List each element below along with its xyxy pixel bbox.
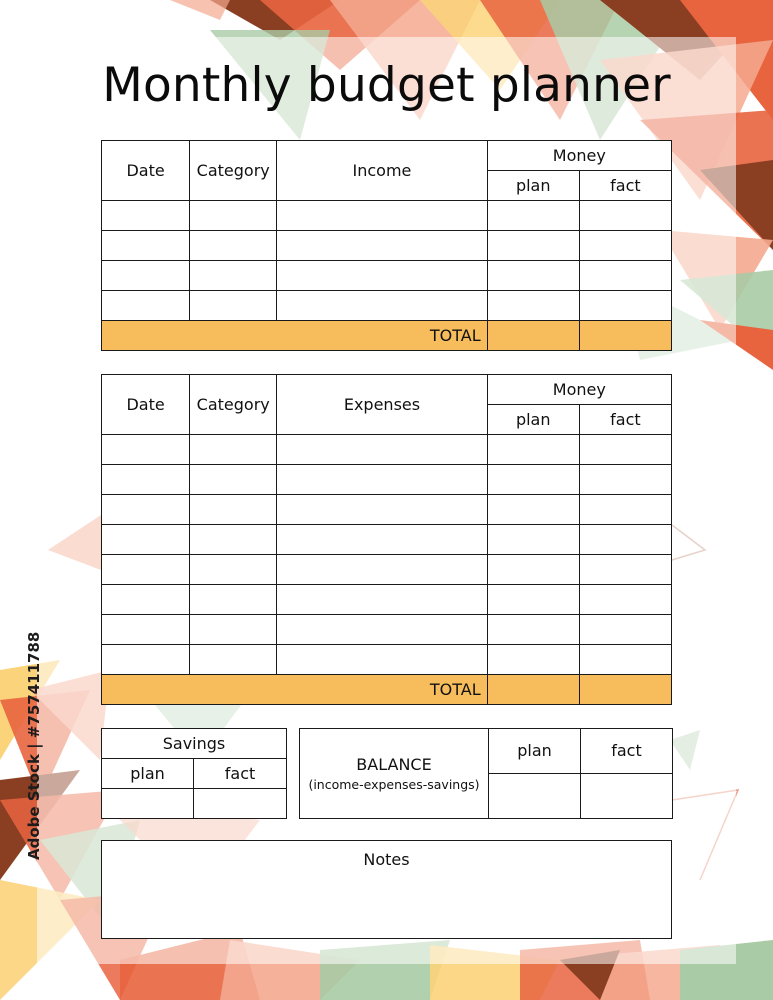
income-cell[interactable]	[277, 201, 487, 231]
expenses-total-label: TOTAL	[102, 675, 488, 705]
income-date-header: Date	[102, 141, 190, 201]
balance-subtitle: (income-expenses-savings)	[308, 777, 480, 792]
income-cell[interactable]	[277, 231, 487, 261]
expenses-cell[interactable]	[487, 465, 579, 495]
expenses-cell[interactable]	[277, 615, 487, 645]
expenses-cell[interactable]	[277, 585, 487, 615]
expenses-cell[interactable]	[487, 525, 579, 555]
income-cell[interactable]	[102, 291, 190, 321]
income-cell[interactable]	[579, 231, 671, 261]
expenses-row	[102, 525, 672, 555]
expenses-row	[102, 495, 672, 525]
savings-fact-header: fact	[194, 759, 287, 789]
expenses-cell[interactable]	[277, 465, 487, 495]
expenses-cell[interactable]	[190, 615, 277, 645]
expenses-total-fact-cell[interactable]	[579, 675, 671, 705]
balance-box	[299, 728, 673, 819]
expenses-total-row	[102, 675, 672, 705]
expenses-cell[interactable]	[579, 615, 671, 645]
balance-fact-cell[interactable]	[581, 774, 673, 819]
expenses-item-header: Expenses	[277, 375, 487, 435]
income-plan-header: plan	[487, 171, 579, 201]
expenses-cell[interactable]	[190, 585, 277, 615]
income-cell[interactable]	[102, 201, 190, 231]
expenses-cell[interactable]	[102, 465, 190, 495]
balance-label-cell	[300, 729, 489, 819]
savings-fact-cell[interactable]	[194, 789, 287, 819]
expenses-cell[interactable]	[190, 645, 277, 675]
expenses-cell[interactable]	[579, 495, 671, 525]
income-cell[interactable]	[190, 261, 277, 291]
savings-box	[101, 728, 287, 819]
expenses-cell[interactable]	[102, 435, 190, 465]
expenses-cell[interactable]	[579, 435, 671, 465]
expenses-row	[102, 645, 672, 675]
income-cell[interactable]	[190, 291, 277, 321]
income-row	[102, 291, 672, 321]
income-cell[interactable]	[487, 261, 579, 291]
expenses-cell[interactable]	[487, 435, 579, 465]
balance-fact-header: fact	[581, 729, 673, 774]
balance-title: BALANCE	[356, 755, 432, 774]
income-item-header: Income	[277, 141, 487, 201]
income-cell[interactable]	[579, 261, 671, 291]
income-cell[interactable]	[190, 201, 277, 231]
expenses-cell[interactable]	[277, 645, 487, 675]
income-cell[interactable]	[579, 291, 671, 321]
income-row	[102, 261, 672, 291]
expenses-cell[interactable]	[579, 525, 671, 555]
income-row	[102, 231, 672, 261]
expenses-cell[interactable]	[579, 465, 671, 495]
expenses-cell[interactable]	[579, 645, 671, 675]
expenses-cell[interactable]	[190, 555, 277, 585]
income-cell[interactable]	[102, 261, 190, 291]
expenses-cell[interactable]	[102, 615, 190, 645]
expenses-cell[interactable]	[102, 555, 190, 585]
income-cell[interactable]	[579, 201, 671, 231]
income-table	[101, 140, 672, 351]
expenses-money-header: Money	[487, 375, 671, 405]
income-row	[102, 201, 672, 231]
expenses-cell[interactable]	[277, 495, 487, 525]
expenses-total-plan-cell[interactable]	[487, 675, 579, 705]
expenses-fact-header: fact	[579, 405, 671, 435]
expenses-cell[interactable]	[487, 585, 579, 615]
expenses-cell[interactable]	[487, 615, 579, 645]
expenses-cell[interactable]	[579, 555, 671, 585]
balance-plan-cell[interactable]	[489, 774, 581, 819]
expenses-cell[interactable]	[487, 495, 579, 525]
income-header-row	[102, 141, 672, 171]
stock-id-label: Adobe Stock | #757411788	[25, 631, 43, 860]
expenses-cell[interactable]	[579, 585, 671, 615]
page-title: Monthly budget planner	[102, 58, 671, 113]
expenses-row	[102, 465, 672, 495]
notes-box[interactable]	[101, 840, 672, 939]
expenses-cell[interactable]	[487, 645, 579, 675]
savings-plan-cell[interactable]	[102, 789, 194, 819]
income-total-plan-cell[interactable]	[487, 321, 579, 351]
income-total-row	[102, 321, 672, 351]
expenses-date-header: Date	[102, 375, 190, 435]
expenses-cell[interactable]	[190, 495, 277, 525]
expenses-cell[interactable]	[190, 465, 277, 495]
income-cell[interactable]	[277, 291, 487, 321]
expenses-cell[interactable]	[102, 525, 190, 555]
expenses-cell[interactable]	[487, 555, 579, 585]
income-cell[interactable]	[487, 231, 579, 261]
savings-title: Savings	[102, 729, 287, 759]
expenses-row	[102, 435, 672, 465]
expenses-table	[101, 374, 672, 705]
income-cell[interactable]	[190, 231, 277, 261]
expenses-cell[interactable]	[190, 435, 277, 465]
notes-label: Notes	[363, 850, 410, 869]
income-fact-header: fact	[579, 171, 671, 201]
income-category-header: Category	[190, 141, 277, 201]
expenses-category-header: Category	[190, 375, 277, 435]
expenses-cell[interactable]	[102, 585, 190, 615]
income-cell[interactable]	[277, 261, 487, 291]
expenses-plan-header: plan	[487, 405, 579, 435]
expenses-cell[interactable]	[190, 525, 277, 555]
income-total-fact-cell[interactable]	[579, 321, 671, 351]
expenses-cell[interactable]	[102, 495, 190, 525]
expenses-row	[102, 555, 672, 585]
income-cell[interactable]	[487, 291, 579, 321]
income-cell[interactable]	[102, 231, 190, 261]
income-cell[interactable]	[487, 201, 579, 231]
expenses-row	[102, 585, 672, 615]
income-money-header: Money	[487, 141, 671, 171]
savings-plan-header: plan	[102, 759, 194, 789]
expenses-row	[102, 615, 672, 645]
expenses-header-row	[102, 375, 672, 405]
balance-plan-header: plan	[489, 729, 581, 774]
expenses-cell[interactable]	[277, 435, 487, 465]
expenses-cell[interactable]	[277, 525, 487, 555]
expenses-cell[interactable]	[277, 555, 487, 585]
income-total-label: TOTAL	[102, 321, 488, 351]
expenses-cell[interactable]	[102, 645, 190, 675]
